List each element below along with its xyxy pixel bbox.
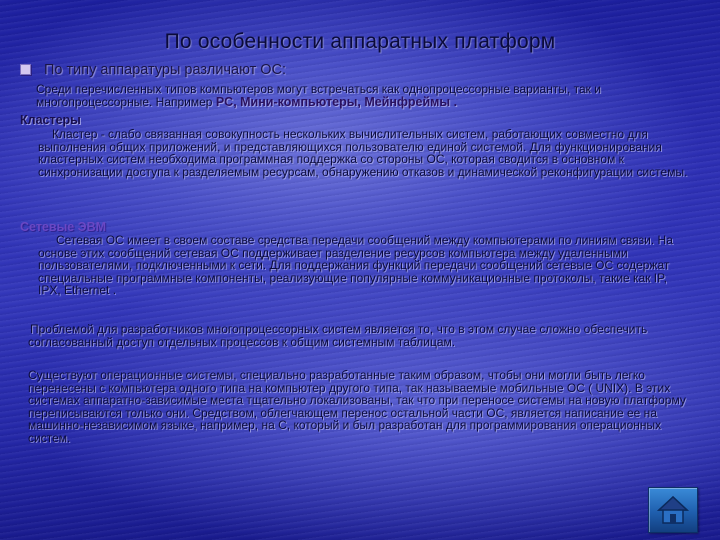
slide-title: По особенности аппаратных платформ [164,30,556,53]
intro-paragraph [36,83,716,108]
cluster-paragraph: Кластер - слабо связанная совокупность нескольких вычислительных систем, работающих совместно для выполнения общих приложений, и представляющихся пользователю единой системой. Для функционирования кластерных систем необходима программная поддержка со стороны ОС, которая сводится в основном к синхронизации доступа к разделяемым ресурсам, обнаружению отказов и динамической реконфигурации системы. [38,127,688,179]
home-icon [657,495,689,525]
intro-highlight: PC, Мини-компьютеры, Мейнфреймы . [215,94,458,109]
network-paragraph: Сетевая ОС имеет в своем составе средства передачи сообщений между компьютерами по линиям связи. На основе этих сообщений сетевая ОС поддерживает разделение ресурсов компьютера между удаленными пользователями, подключенными к сети. Для поддержания функций передачи сообщений сетевые ОС содержат специальные программные компоненты, реализующие популярные коммуникационные протоколы, такие как IP, IPX, Ethernet . [38,233,673,298]
problem-paragraph: Проблемой для разработчиков многопроцессорных систем является то, что в этом случае сложно обеспечить согласованный доступ отдельных процессов к общим системным таблицам. [28,322,648,349]
intro-text: Среди перечисленных типов компьютеров могут встречаться как однопроцессорные варианты, так и многопроцессорные. Например [36,82,601,109]
home-button[interactable] [648,487,698,533]
square-bullet-icon [20,64,31,75]
bullet-text: По типу аппаратуры различают ОС: [44,62,287,78]
existing-paragraph: Существуют операционные системы, специально разработанные таким образом, чтобы они могли быть легко перенесены с компьютера одного типа на компьютер другого типа, так называемые мобильные ОС ( UNIX). В этих системах аппаратно-зависимые места тщательно локализованы, так что при переносе системы на новую платформу переписываются только они. Средством, облегчающем перенос остальной части ОС, является написание ее на машинно-независимом языке, например, на С, который и был разработан для программирования операционных систем. [28,368,686,445]
cluster-heading: Кластеры [20,113,81,127]
bullet-item [20,62,710,82]
network-heading: Сетевые ЭВМ [20,220,107,234]
